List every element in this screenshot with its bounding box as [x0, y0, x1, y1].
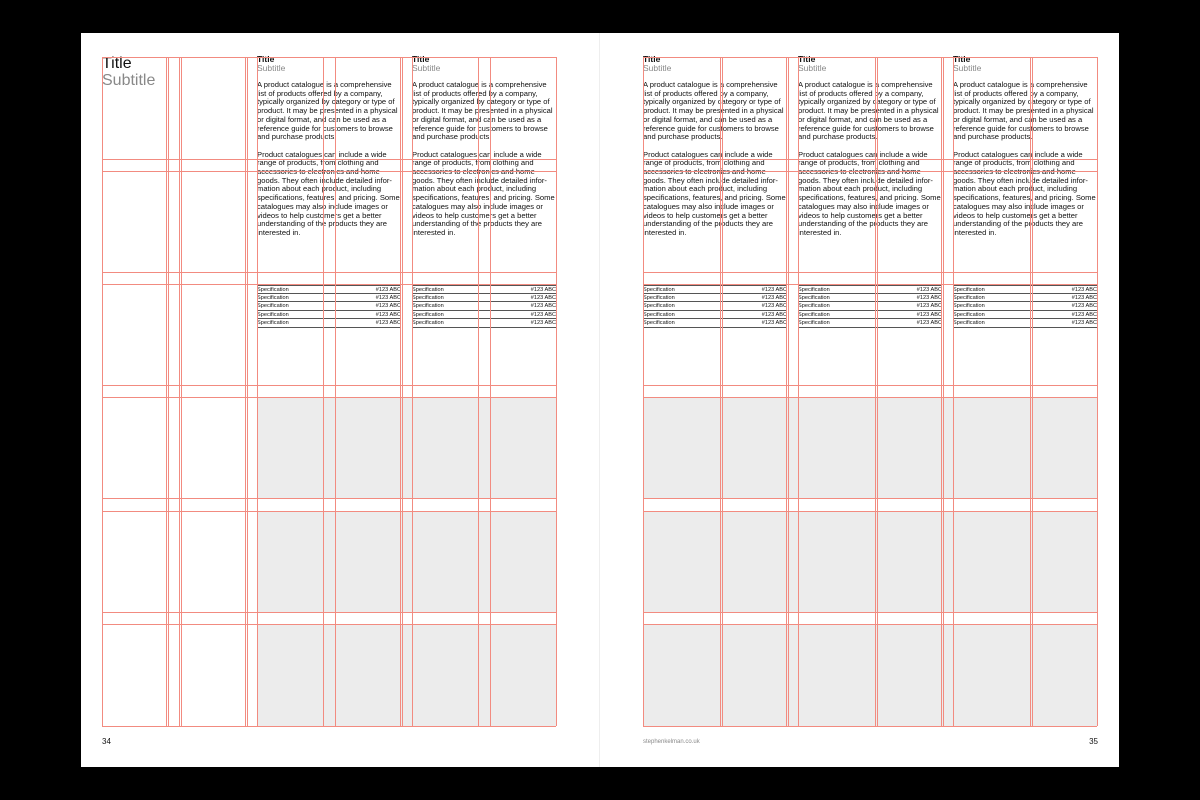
spec-table: [412, 285, 556, 328]
spec-value: #123 ABC: [1071, 320, 1097, 327]
grid-guide-horizontal: [102, 272, 556, 273]
spec-label: Specification: [643, 287, 675, 293]
spec-label: Specification: [798, 294, 830, 301]
grid-guide-horizontal: [102, 385, 556, 386]
spec-row: [953, 285, 1097, 294]
spec-value: #123 ABC: [916, 320, 942, 327]
spec-label: Specification: [953, 311, 985, 318]
spec-value: #123 ABC: [916, 311, 942, 318]
grid-guide-vertical: [181, 57, 182, 726]
spec-row: [953, 294, 1097, 303]
body-paragraph: A product catalogue is a comprehensive list of products offered by a company, typically organized by category or type of product. It may be presented in a physical or digital format, and can be used as a reference guide for customers to browse and purchase products.: [643, 80, 784, 142]
grid-guide-horizontal: [643, 726, 1097, 727]
spec-label: Specification: [643, 303, 675, 310]
column-title: Title: [412, 54, 430, 64]
spec-value: #123 ABC: [375, 303, 401, 310]
column-subtitle: Subtitle: [643, 63, 672, 73]
spec-row: [798, 319, 942, 328]
text-column: [257, 55, 401, 238]
column-subtitle: Subtitle: [257, 63, 286, 73]
spec-value: #123 ABC: [916, 294, 942, 301]
spec-value: #123 ABC: [375, 294, 401, 301]
spec-row: [798, 294, 942, 303]
spec-value: #123 ABC: [1071, 303, 1097, 310]
body-paragraph: Product catalogues can include a wide range of products, from clothing and accessories to electronics and home goods. They often include detailed infor-mation about each product, including specifications, features, and pricing. Some catalogues may also include images or videos to help customers get a better understanding of the products they are interested in.: [953, 149, 1096, 237]
spec-value: #123 ABC: [375, 311, 401, 318]
spec-label: Specification: [257, 287, 289, 293]
column-subtitle: Subtitle: [798, 63, 827, 73]
spec-label: Specification: [412, 311, 444, 318]
spec-row: [412, 302, 556, 311]
left-page: [81, 33, 600, 767]
spec-value: #123 ABC: [1071, 294, 1097, 301]
body-paragraph: A product catalogue is a comprehensive list of products offered by a company, typically organized by category or type of product. It may be presented in a physical or digital format, and can be used as a reference guide for customers to browse and purchase products.: [798, 80, 939, 142]
spec-row: [257, 311, 401, 320]
spec-row: [798, 302, 942, 311]
spec-label: Specification: [798, 287, 830, 293]
spec-row: [798, 311, 942, 320]
spec-value: #123 ABC: [530, 303, 556, 310]
grid-guide-horizontal: [643, 612, 1097, 613]
grid-guide-vertical: [247, 57, 248, 726]
column-subtitle: Subtitle: [953, 63, 982, 73]
spec-value: #123 ABC: [530, 294, 556, 301]
body-paragraph: Product catalogues can include a wide range of products, from clothing and accessories to electronics and home goods. They often include detailed infor-mation about each product, including specifications, features, and pricing. Some catalogues may also include images or videos to help customers get a better understanding of the products they are interested in.: [798, 149, 941, 237]
body-paragraph: A product catalogue is a comprehensive list of products offered by a company, typically organized by category or type of product. It may be presented in a physical or digital format, and can be used as a reference guide for customers to browse and purchase products.: [953, 80, 1094, 142]
spec-row: [257, 294, 401, 303]
spec-row: [412, 319, 556, 328]
text-column: [412, 55, 556, 238]
grid-guide-horizontal: [102, 612, 556, 613]
spec-label: Specification: [257, 320, 289, 327]
spec-value: #123 ABC: [761, 320, 787, 327]
spec-label: Specification: [953, 294, 985, 301]
column-title: Title: [257, 54, 275, 64]
grid-guide-horizontal: [643, 385, 1097, 386]
spec-label: Specification: [257, 311, 289, 318]
spec-value: #123 ABC: [530, 320, 556, 327]
spec-value: #123 ABC: [375, 320, 401, 327]
grid-guide-vertical: [166, 57, 167, 726]
spec-value: #123 ABC: [375, 287, 401, 293]
grid-guide-horizontal: [643, 498, 1097, 499]
spec-label: Specification: [412, 287, 444, 293]
spec-value: #123 ABC: [761, 294, 787, 301]
spec-row: [953, 302, 1097, 311]
spec-row: [643, 302, 787, 311]
spec-row: [412, 285, 556, 294]
footer-url: stephenkelman.co.uk: [643, 739, 700, 745]
spec-label: Specification: [953, 287, 985, 293]
body-paragraph: Product catalogues can include a wide range of products, from clothing and accessories to electronics and home goods. They often include detailed infor-mation about each product, including specifications, features, and pricing. Some catalogues may also include images or videos to help customers get a better understanding of the products they are interested in.: [643, 149, 786, 237]
page-subtitle: Subtitle: [102, 72, 156, 89]
spec-label: Specification: [257, 303, 289, 310]
spec-label: Specification: [412, 303, 444, 310]
grid-guide-vertical: [168, 57, 169, 726]
spec-value: #123 ABC: [1071, 287, 1097, 293]
spec-row: [412, 294, 556, 303]
grid-guide-vertical: [556, 57, 557, 726]
page-title: Title: [102, 55, 132, 72]
grid-guide-vertical: [179, 57, 180, 726]
spec-label: Specification: [953, 320, 985, 327]
spec-table: [953, 285, 1097, 328]
image-placeholder: [257, 397, 556, 498]
spec-value: #123 ABC: [916, 287, 942, 293]
spec-value: #123 ABC: [530, 311, 556, 318]
spec-value: #123 ABC: [1071, 311, 1097, 318]
text-column: [643, 55, 787, 238]
grid-guide-vertical: [102, 57, 103, 726]
body-paragraph: Product catalogues can include a wide range of products, from clothing and accessories to electronics and home goods. They often include detailed infor-mation about each product, including specifications, features, and pricing. Some catalogues may also include images or videos to help customers get a better understanding of the products they are interested in.: [412, 149, 555, 237]
page-number: 34: [102, 737, 111, 746]
spec-row: [257, 285, 401, 294]
spec-label: Specification: [798, 311, 830, 318]
page-heading: [102, 55, 155, 89]
image-placeholder: [257, 511, 556, 612]
spec-table: [257, 285, 401, 328]
column-title: Title: [798, 54, 816, 64]
spec-value: #123 ABC: [761, 303, 787, 310]
spec-row: [643, 319, 787, 328]
spec-row: [798, 285, 942, 294]
spec-value: #123 ABC: [761, 311, 787, 318]
page-number: 35: [1089, 737, 1098, 746]
image-placeholder: [643, 397, 1098, 498]
spec-row: [643, 285, 787, 294]
spec-label: Specification: [257, 294, 289, 301]
column-title: Title: [643, 54, 661, 64]
spec-row: [643, 294, 787, 303]
spec-value: #123 ABC: [530, 287, 556, 293]
spec-label: Specification: [643, 294, 675, 301]
image-placeholder: [257, 624, 556, 726]
spec-table: [798, 285, 942, 328]
spec-row: [257, 302, 401, 311]
grid-guide-horizontal: [102, 726, 556, 727]
spec-value: #123 ABC: [761, 287, 787, 293]
spec-value: #123 ABC: [916, 303, 942, 310]
text-column: [953, 55, 1097, 238]
spec-row: [953, 319, 1097, 328]
image-placeholder: [643, 624, 1098, 726]
body-paragraph: A product catalogue is a comprehensive list of products offered by a company, typically organized by category or type of product. It may be presented in a physical or digital format, and can be used as a reference guide for customers to browse and purchase products.: [412, 80, 553, 142]
spec-row: [412, 311, 556, 320]
spec-row: [643, 311, 787, 320]
right-page: [600, 33, 1119, 767]
column-subtitle: Subtitle: [412, 63, 441, 73]
image-placeholder: [643, 511, 1098, 612]
column-title: Title: [953, 54, 971, 64]
spec-row: [953, 311, 1097, 320]
body-paragraph: Product catalogues can include a wide range of products, from clothing and accessories to electronics and home goods. They often include detailed infor-mation about each product, including specifications, features, and pricing. Some catalogues may also include images or videos to help customers get a better understanding of the products they are interested in.: [257, 149, 400, 237]
spec-label: Specification: [412, 294, 444, 301]
spec-label: Specification: [643, 311, 675, 318]
spec-label: Specification: [798, 303, 830, 310]
grid-guide-vertical: [245, 57, 246, 726]
body-paragraph: A product catalogue is a comprehensive list of products offered by a company, typically organized by category or type of product. It may be presented in a physical or digital format, and can be used as a reference guide for customers to browse and purchase products.: [257, 80, 398, 142]
spec-label: Specification: [798, 320, 830, 327]
spec-label: Specification: [643, 320, 675, 327]
spec-label: Specification: [953, 303, 985, 310]
grid-guide-horizontal: [643, 272, 1097, 273]
spec-row: [257, 319, 401, 328]
text-column: [798, 55, 942, 238]
spec-label: Specification: [412, 320, 444, 327]
grid-guide-horizontal: [102, 498, 556, 499]
spec-table: [643, 285, 787, 328]
